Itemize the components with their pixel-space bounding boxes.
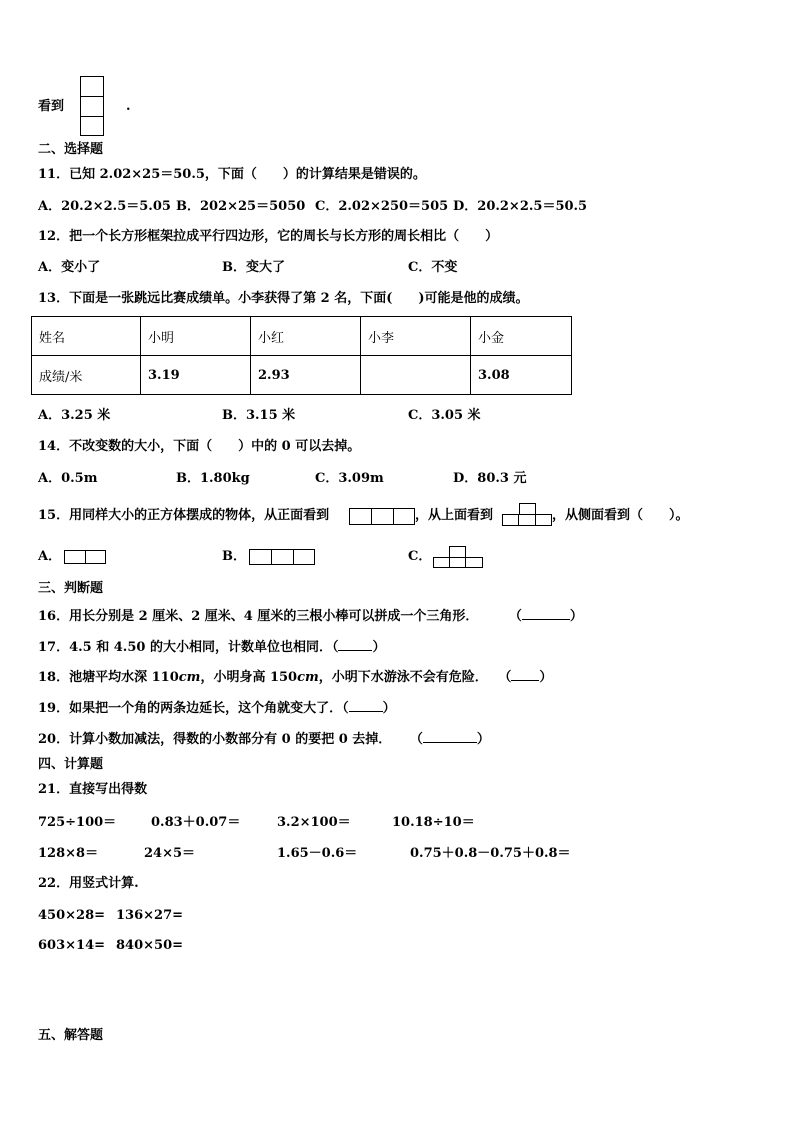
table-cell: 小明 xyxy=(141,317,251,356)
q19-answer-blank[interactable] xyxy=(349,699,383,712)
q21-item: 24×5＝ xyxy=(144,846,196,861)
table-cell: 成绩/米 xyxy=(32,356,141,395)
q19-text: 19．如果把一个角的两条边延长，这个角就变大了． xyxy=(38,701,343,716)
question-16 xyxy=(38,607,583,625)
question-15-part-c: ，从侧面看到（ ）。 xyxy=(552,508,689,523)
q21-item: 10.18÷10＝ xyxy=(392,815,475,830)
q15-option-a-label[interactable]: A． xyxy=(38,549,62,564)
q18-text-c: ，小明下水游泳不会有危险． xyxy=(318,670,488,685)
q21-item: 3.2×100＝ xyxy=(277,815,351,830)
q20-paren-open: （ xyxy=(409,732,423,747)
q12-option-a[interactable]: A．变小了 xyxy=(38,260,101,275)
table-header-row xyxy=(32,317,572,356)
q11-option-b[interactable]: B．202×25＝5050 xyxy=(176,199,306,214)
q13-option-a[interactable]: A．3.25 米 xyxy=(38,408,111,423)
q18-text-a: 18．池塘平均水深 110 xyxy=(38,670,179,685)
question-21: 21．直接写出得数 xyxy=(38,782,148,797)
q18-paren-close: ） xyxy=(539,670,553,685)
q20-text: 20．计算小数加减法，得数的小数部分有 0 的要把 0 去掉． xyxy=(38,732,392,747)
q15-option-a-figure[interactable] xyxy=(64,550,106,564)
section-5-title: 五、解答题 xyxy=(38,1028,104,1043)
q18-unit-1: cm xyxy=(178,670,201,685)
q11-option-a[interactable]: A．20.2×2.5＝5.05 xyxy=(38,199,171,214)
q13-option-b[interactable]: B．3.15 米 xyxy=(222,408,296,423)
table-cell: 小李 xyxy=(361,317,471,356)
question-12: 12．把一个长方形框架拉成平行四边形，它的周长与长方形的周长相比（ ） xyxy=(38,229,499,244)
table-cell: 小金 xyxy=(471,317,572,356)
question-11: 11．已知 2.02×25＝50.5，下面（ ）的计算结果是错误的。 xyxy=(38,167,426,182)
q22-item: 136×27= xyxy=(116,908,184,923)
q15-option-c-label[interactable]: C． xyxy=(408,549,432,564)
q21-item: 0.75＋0.8－0.75＋0.8＝ xyxy=(410,846,571,861)
q16-text: 16．用长分别是 2 厘米、2 厘米、4 厘米的三根小棒可以拼成一个三角形． xyxy=(38,609,479,624)
q17-paren-open: （ xyxy=(331,640,339,655)
question-19 xyxy=(38,699,396,717)
score-table xyxy=(31,316,572,395)
question-22: 22．用竖式计算. xyxy=(38,876,139,891)
section-2-title: 二、选择题 xyxy=(38,142,104,157)
table-cell: 小红 xyxy=(251,317,361,356)
q16-paren-close: ） xyxy=(569,609,583,624)
q14-option-c[interactable]: C．3.09m xyxy=(315,471,384,486)
q11-option-d[interactable]: D．20.2×2.5＝50.5 xyxy=(453,199,588,214)
question-15-part-a: 15．用同样大小的正方体摆成的物体，从正面看到 xyxy=(38,508,330,523)
q22-item: 840×50= xyxy=(116,938,184,953)
q22-item: 450×28= xyxy=(38,908,106,923)
q15-option-b-label[interactable]: B． xyxy=(222,549,246,564)
q19-paren-open: （ xyxy=(342,701,349,716)
section-3-title: 三、判断题 xyxy=(38,581,104,596)
q15-option-b-figure[interactable] xyxy=(249,549,315,565)
question-13: 13．下面是一张跳远比赛成绩单。小李获得了第 2 名，下面( )可能是他的成绩。 xyxy=(38,291,529,306)
q16-answer-blank[interactable] xyxy=(522,607,570,620)
vertical-column-figure xyxy=(80,76,104,136)
q13-option-c[interactable]: C．3.05 米 xyxy=(408,408,481,423)
q19-paren-close: ） xyxy=(382,701,396,716)
question-14: 14．不改变数的大小，下面（ ）中的 0 可以去掉。 xyxy=(38,439,361,454)
q17-text: 17．4.5 和 4.50 的大小相同，计数单位也相同． xyxy=(38,640,332,655)
table-cell: 2.93 xyxy=(251,356,361,395)
table-row xyxy=(32,356,572,395)
front-view-figure xyxy=(349,508,415,525)
q14-option-a[interactable]: A．0.5m xyxy=(38,471,98,486)
question-15-part-b: ，从上面看到 xyxy=(415,508,494,523)
q22-item: 603×14= xyxy=(38,938,106,953)
q16-paren-open: （ xyxy=(508,609,522,624)
q12-option-b[interactable]: B．变大了 xyxy=(222,260,285,275)
q18-text-b: ，小明身高 150 xyxy=(200,670,298,685)
table-cell: 3.08 xyxy=(471,356,572,395)
table-cell: 3.19 xyxy=(141,356,251,395)
q18-paren-open: （ xyxy=(498,670,512,685)
q20-answer-blank[interactable] xyxy=(423,730,477,743)
q14-option-b[interactable]: B．1.80kg xyxy=(176,471,250,486)
table-cell xyxy=(361,356,471,395)
q20-paren-close: ） xyxy=(476,732,490,747)
q21-item: 725÷100＝ xyxy=(38,815,117,830)
q18-answer-blank[interactable] xyxy=(511,668,539,681)
question-17 xyxy=(38,638,385,656)
q15-option-c-figure[interactable] xyxy=(433,546,483,568)
question-20 xyxy=(38,730,490,748)
q21-item: 1.65－0.6＝ xyxy=(277,846,358,861)
question-18 xyxy=(38,668,552,686)
q17-answer-blank[interactable] xyxy=(338,638,372,651)
q17-paren-close: ） xyxy=(372,640,386,655)
seen-period: . xyxy=(126,99,131,114)
section-4-title: 四、计算题 xyxy=(38,757,104,772)
table-cell: 姓名 xyxy=(32,317,141,356)
q12-option-c[interactable]: C．不变 xyxy=(408,260,458,275)
seen-label: 看到 xyxy=(38,99,65,114)
q21-item: 128×8＝ xyxy=(38,846,99,861)
q21-item: 0.83＋0.07＝ xyxy=(151,815,241,830)
q14-option-d[interactable]: D．80.3 元 xyxy=(453,471,527,486)
q18-unit-2: cm xyxy=(297,670,319,685)
q11-option-c[interactable]: C．2.02×250＝505 xyxy=(315,199,449,214)
top-view-figure xyxy=(502,503,552,526)
